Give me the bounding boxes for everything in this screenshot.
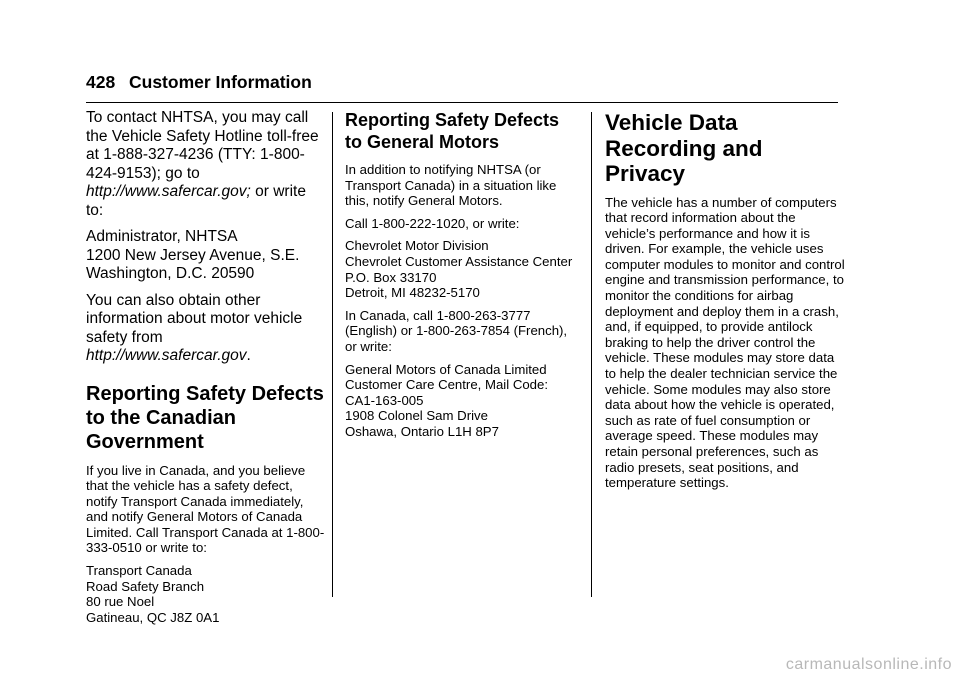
page-header <box>86 70 838 103</box>
paragraph-text: or write to: <box>86 183 306 219</box>
column-divider <box>591 112 592 597</box>
heading-vehicle-data: Vehicle Data Recording and Privacy <box>605 110 763 186</box>
watermark: carmanualsonline.info <box>785 656 952 673</box>
page-number: 428 <box>86 72 116 92</box>
column-right <box>605 109 845 498</box>
gm-canada-address: General Motors of Canada Limited Customer Care Centre, Mail Code: CA1-163-005 1908 Colonel Sam Drive Oshawa, Ontario L1H 8P7 <box>345 361 549 439</box>
paragraph-text: . <box>246 347 251 364</box>
safercar-link[interactable]: http://www.safercar.gov; <box>86 183 251 200</box>
nhtsa-address: Administrator, NHTSA 1200 New Jersey Avenue, S.E. Washington, D.C. 20590 <box>86 228 300 282</box>
gm-intro-paragraph: In addition to notifying NHTSA (or Transport Canada) in a situation like this, notify General Motors. <box>345 162 557 209</box>
column-left <box>86 109 326 632</box>
vehicle-data-paragraph: The vehicle has a number of computers that record information about the vehicle’s performance and how it is driven. For example, the vehicle uses computer modules to monitor and control engine and transmission performance, to monitor the conditions for airbag deployment and deploy them in a crash, and, if equipped, to provide antilock braking to help the driver control the vehicle. These modules may store data to help the dealer technician service the vehicle. Some modules may also store data about how the vehicle is operated, such as rate of fuel consumption or average speed. These modules may retain personal preferences, such as radio presets, seat positions, and temperature settings. <box>605 194 845 491</box>
transport-canada-address: Transport Canada Road Safety Branch 80 rue Noel Gatineau, QC J8Z 0A1 <box>86 563 220 625</box>
heading-canadian-government: Reporting Safety Defects to the Canadian Government <box>86 382 324 453</box>
safercar-link[interactable]: http://www.safercar.gov <box>86 347 247 364</box>
canada-paragraph: If you live in Canada, and you believe that the vehicle has a safety defect, notify Transport Canada immediately, and notify General Motors of Canada Limited. Call Transport Canada at 1-800-333-0510 or write to: <box>86 462 325 556</box>
section-title: Customer Information <box>129 72 312 92</box>
chevrolet-address: Chevrolet Motor Division Chevrolet Customer Assistance Center P.O. Box 33170 Detroit, MI 48232-5170 <box>345 238 573 301</box>
paragraph-text: To contact NHTSA, you may call the Vehicle Safety Hotline toll-free at 1-888-327-4236 (TTY: 1-800-424-9153); go to <box>86 109 319 182</box>
paragraph-text: You can also obtain other information about motor vehicle safety from <box>86 291 303 346</box>
column-divider <box>332 112 333 597</box>
canada-call-paragraph: In Canada, call 1-800-263-3777 (English) or 1-800-263-7854 (French), or write: <box>345 307 568 354</box>
safety-info-paragraph <box>86 292 326 366</box>
column-middle <box>345 109 581 447</box>
heading-general-motors: Reporting Safety Defects to General Motors <box>345 110 560 152</box>
gm-call-paragraph: Call 1-800-222-1020, or write: <box>345 215 520 231</box>
nhtsa-contact-paragraph <box>86 109 326 220</box>
